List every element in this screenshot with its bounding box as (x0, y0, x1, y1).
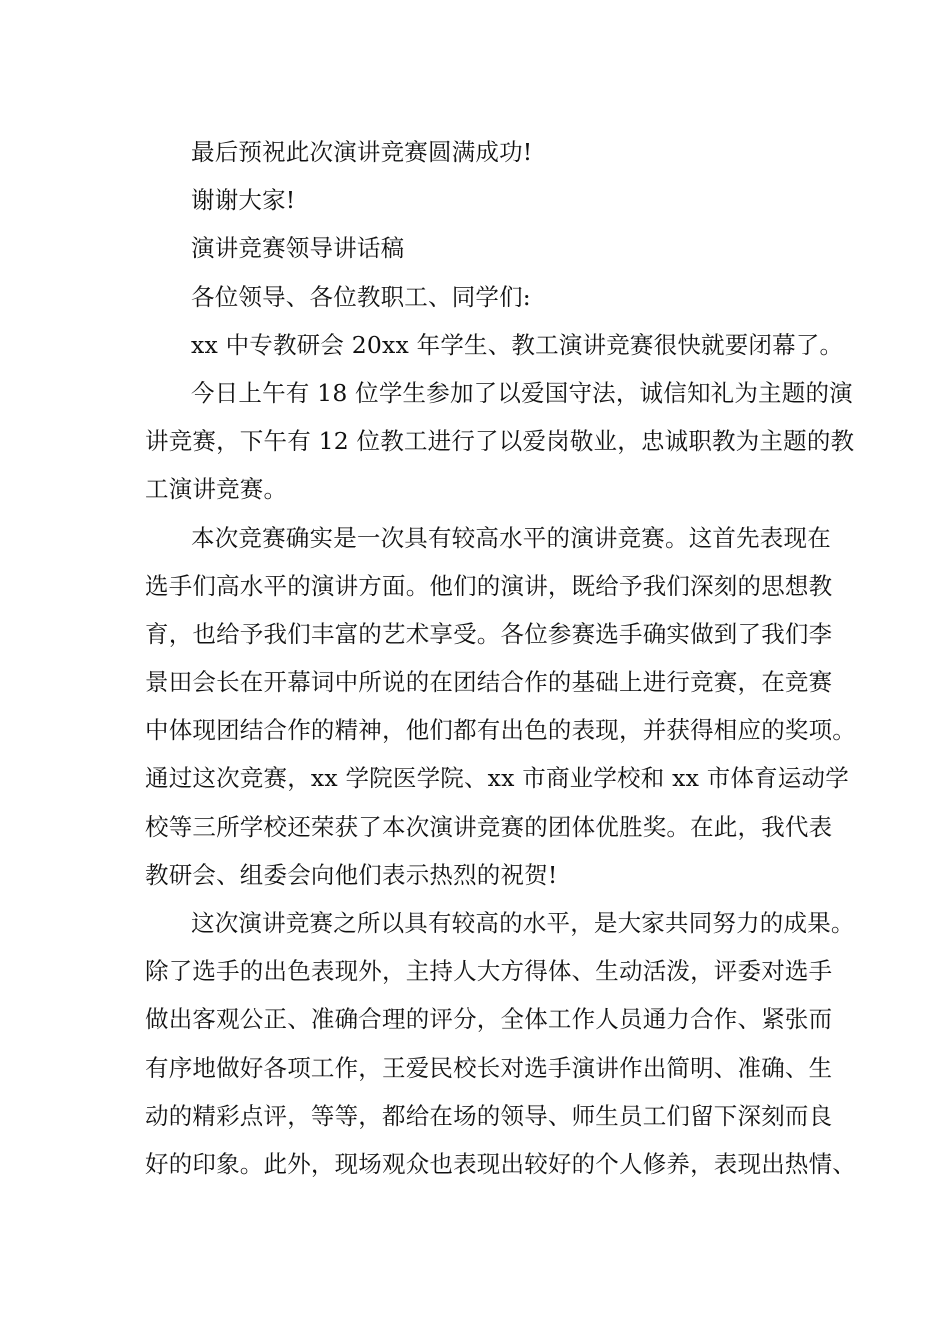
text-line: 讲竞赛，下午有 12 位教工进行了以爱岗敬业，忠诚职教为主题的教 (145, 427, 855, 456)
text-line: 育，也给予我们丰富的艺术享受。各位参赛选手确实做到了我们李 (145, 619, 833, 648)
text-line: 做出客观公正、准确合理的评分，全体工作人员通力合作、紧张而 (145, 1005, 833, 1034)
salutation: 各位领导、各位教职工、同学们: (191, 282, 531, 311)
text-line: xx 中专教研会 20xx 年学生、教工演讲竞赛很快就要闭幕了。 (191, 330, 844, 359)
body-text (145, 128, 856, 1188)
text-line: 动的精彩点评，等等，都给在场的领导、师生员工们留下深刻而良 (145, 1101, 833, 1130)
text-line: 教研会、组委会向他们表示热烈的祝贺! (145, 860, 558, 889)
text-line: 这次演讲竞赛之所以具有较高的水平，是大家共同努力的成果。 (191, 909, 855, 937)
text-line: 校等三所学校还荣获了本次演讲竞赛的团体优胜奖。在此，我代表 (145, 812, 833, 841)
text-line: 本次竞赛确实是一次具有较高水平的演讲竞赛。这首先表现在 (191, 523, 831, 552)
text-line: 今日上午有 18 位学生参加了以爱国守法，诚信知礼为主题的演 (191, 378, 853, 407)
text-line: 好的印象。此外，现场观众也表现出较好的个人修养，表现出热情、 (145, 1149, 856, 1178)
text-line: 最后预祝此次演讲竞赛圆满成功! (191, 138, 533, 166)
text-line: 中体现团结合作的精神，他们都有出色的表现，并获得相应的奖项。 (145, 716, 856, 745)
text-line: 通过这次竞赛，xx 学院医学院、xx 市商业学校和 xx 市体育运动学 (145, 764, 849, 793)
text-line: 景田会长在开幕词中所说的在团结合作的基础上进行竞赛，在竞赛 (145, 668, 833, 697)
speech-title: 演讲竞赛领导讲话稿 (191, 234, 405, 263)
text-line: 除了选手的出色表现外，主持人大方得体、生动活泼，评委对选手 (145, 957, 833, 986)
text-line: 有序地做好各项工作，王爱民校长对选手演讲作出简明、准确、生 (145, 1053, 833, 1082)
text-line: 谢谢大家! (191, 186, 296, 215)
text-line: 工演讲竞赛。 (145, 475, 288, 504)
text-line: 选手们高水平的演讲方面。他们的演讲，既给予我们深刻的思想教 (145, 571, 833, 600)
